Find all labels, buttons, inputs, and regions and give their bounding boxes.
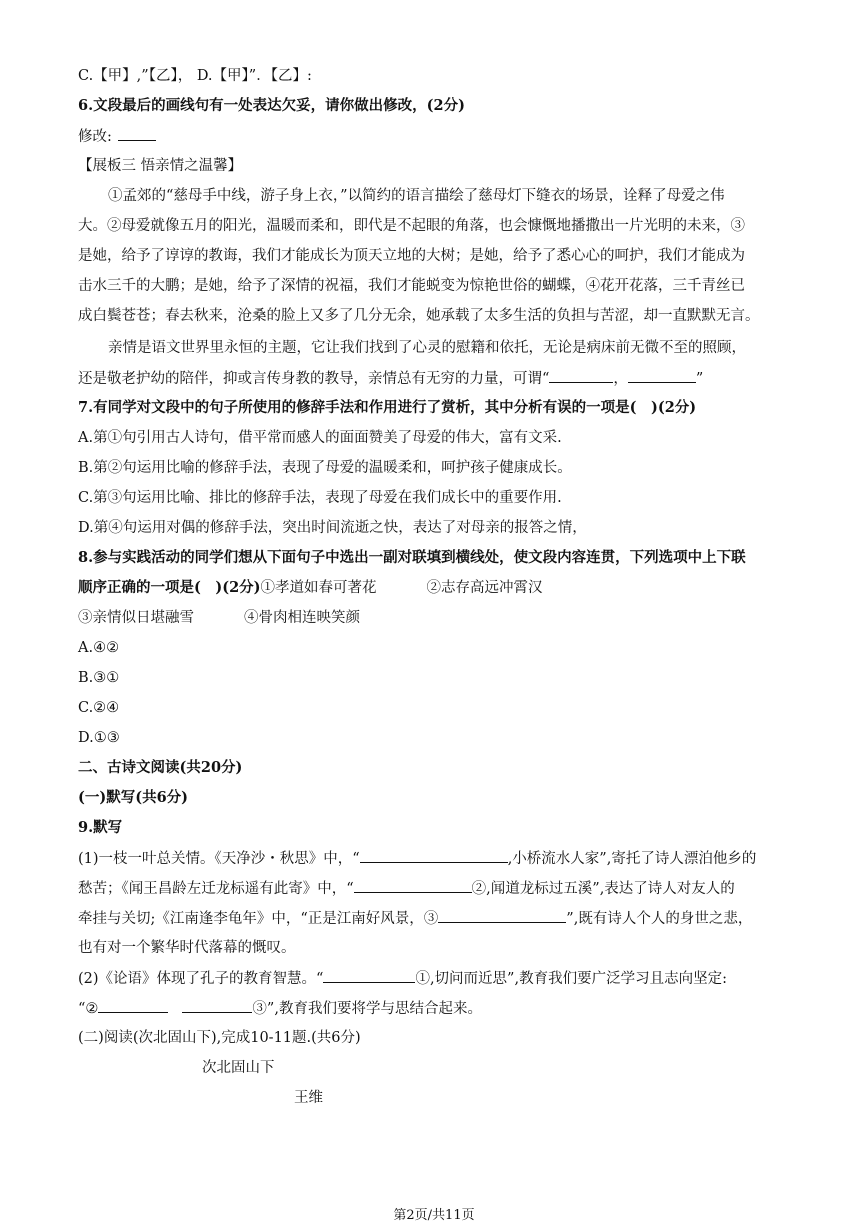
page-number: 第2页/共11页	[393, 1208, 475, 1223]
paragraph-line: 亲情是语文世界里永恒的主题，它让我们找到了心灵的慰籍和依托，无论是病床前无微不至的照顾，	[108, 340, 746, 356]
answer-blank	[354, 878, 472, 893]
question-7: 7.有同学对文段中的句子所使用的修辞手法和作用进行了赏析，其中分析有误的一项是( )(2分)	[78, 399, 697, 416]
recitation-line	[78, 878, 735, 899]
couplet-options-line	[78, 608, 360, 628]
answer-blank	[118, 126, 156, 141]
text-line: C.【甲】,”【乙】， D.【甲】”．【乙】:	[78, 68, 312, 84]
paragraph-line: ①孟郊的“慈母手中线，游子身上衣，”以简约的语言描绘了慈母灯下缝衣的场景，诠释了母爱之伟	[108, 188, 725, 204]
text-span: “②	[78, 1001, 99, 1017]
paragraph-line	[78, 368, 703, 389]
poem-author: 王维	[294, 1090, 323, 1106]
text-span: ,小桥流水人家”,寄托了诗人漂泊他乡的	[507, 851, 757, 867]
section-heading: 二、古诗文阅读(共20分)	[78, 759, 243, 776]
revision-label: 修改:	[78, 129, 112, 145]
poem-title: 次北固山下	[202, 1060, 275, 1076]
option-b: B.③①	[78, 670, 120, 686]
subsection-heading: (一)默写(共6分)	[78, 789, 189, 806]
answer-blank	[323, 968, 415, 983]
question-8-line-2	[78, 578, 543, 598]
text-span: 顺序正确的一项是( )(2分)	[78, 579, 261, 596]
paragraph-line: 是她，给予了谆谆的教诲，我们才能成长为顶天立地的大树；是她，给予了悉心心的呵护，我们才能成为	[78, 248, 745, 264]
option-a: A.④②	[78, 640, 120, 656]
recitation-line	[78, 848, 756, 869]
question-6: 6.文段最后的画线句有一处表达欠妥，请你做出修改，(2分)	[78, 97, 465, 114]
option-c: C.②④	[78, 700, 120, 716]
option-d: D.第④句运用对偶的修辞手法，突出时间流逝之快，表达了对母亲的报答之情，	[78, 520, 587, 536]
question-8: 8.参与实践活动的同学们想从下面句子中选出一副对联填到横线处，使文段内容连贯，下列选项中上下联	[78, 549, 746, 566]
text-span: ③”,教育我们要将学与思结合起来。	[252, 1001, 482, 1017]
couplet-option-1: ①孝道如春可著花	[260, 580, 377, 596]
answer-blank	[360, 848, 508, 863]
text-span: ②,闻道龙标过五溪”,表达了诗人对友人的	[471, 881, 735, 897]
answer-blank	[182, 998, 252, 1013]
text-span: 牵挂与关切;《江南逢李龟年》中，“正是江南好风景，③	[78, 911, 439, 927]
revision-line	[78, 126, 156, 147]
text-span: 还是敬老护幼的陪伴，抑或言传身教的教导，亲情总有无穷的力量，可谓“	[78, 371, 550, 387]
recitation-line: 也有对一个繁华时代落幕的慨叹。	[78, 940, 296, 956]
text-span: (1)一枝一叶总关情。《天净沙・秋思》中，“	[78, 851, 360, 867]
couplet-blank-1	[549, 368, 613, 383]
paragraph-line: 大。②母爱就像五月的阳光，温暖而柔和，即代是不起眼的角落，也会慷慨地播撒出一片光明的未来，③	[78, 218, 745, 234]
option-c: C.第③句运用比喻、排比的修辞手法，表现了母爱在我们成长中的重要作用.	[78, 490, 562, 506]
couplet-option-3: ③亲情似日堪融雪	[78, 610, 194, 626]
text-span: ①,切问而近思”,教育我们要广泛学习且志向坚定:	[415, 971, 727, 987]
answer-blank	[438, 908, 566, 923]
text-span: ，	[613, 371, 628, 387]
option-a: A.第①句引用古人诗句，借平常而感人的面面赞美了母爱的伟大，富有文采.	[78, 430, 562, 446]
paragraph-line: 击水三千的大鹏；是她，给予了深情的祝福，我们才能蜕变为惊艳世俗的蝴蝶，④花开花落，三千青丝已	[78, 278, 745, 294]
text-span: 愁苦；《闻王昌龄左迁龙标遥有此寄》中，“	[78, 881, 354, 897]
recitation-line	[78, 998, 482, 1019]
text-span: ”,既有诗人个人的身世之悲，	[566, 911, 753, 927]
text-span: (2)《论语》体现了孔子的教育智慧。“	[78, 971, 324, 987]
couplet-blank-2	[628, 368, 696, 383]
option-b: B.第②句运用比喻的修辞手法，表现了母爱的温暖柔和，呵护孩子健康成长。	[78, 460, 572, 476]
option-d: D.①③	[78, 730, 120, 746]
couplet-option-4: ④骨肉相连映笑颜	[244, 610, 360, 626]
recitation-line	[78, 968, 727, 989]
question-9: 9.默写	[78, 819, 123, 836]
answer-blank	[98, 998, 168, 1013]
couplet-option-2: ②志存高远冲霄汉	[426, 580, 543, 596]
reading-instruction: (二)阅读(次北固山下),完成10-11题.(共6分)	[78, 1030, 361, 1046]
paragraph-line: 成白鬓苍苍；春去秋来，沧桑的脸上又多了几分无余，她承载了太多生活的负担与苦涩，却一直默默无言。	[78, 308, 760, 324]
section-title-panel-3: 【展板三 悟亲情之温馨】	[78, 158, 243, 174]
text-span: ”	[695, 371, 704, 387]
recitation-line	[78, 908, 752, 929]
